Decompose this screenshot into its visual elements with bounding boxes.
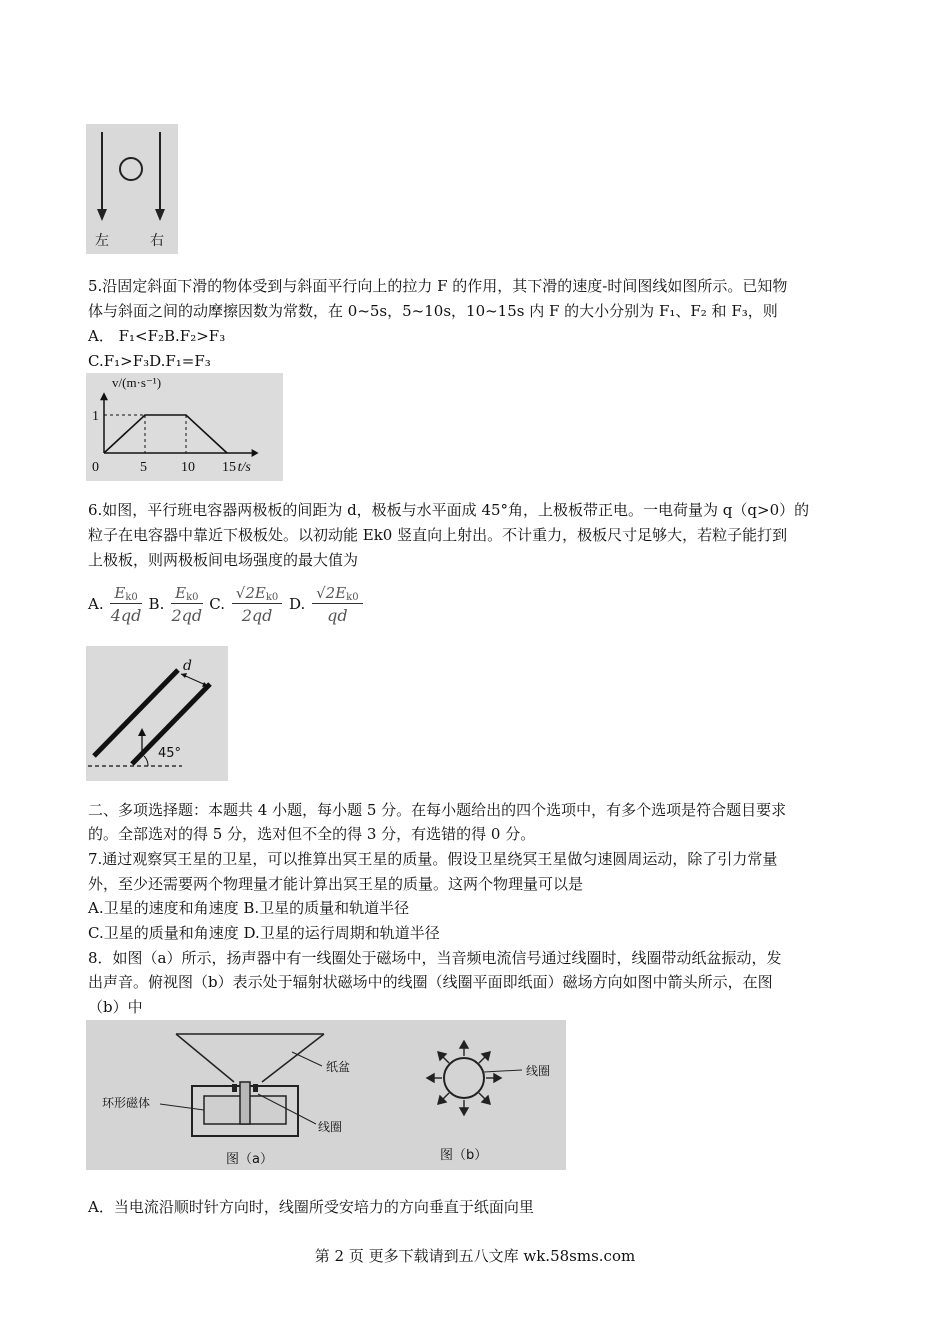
page-footer: 第 2 页 更多下载请到五八文库 wk.58sms.com (314, 1247, 636, 1265)
x-axis-arrow (252, 449, 259, 457)
q5-line1: 5.沿固定斜面下滑的物体受到与斜面平行向上的拉力 F 的作用，其下滑的速度-时间图线如图所示。已知物 (88, 277, 788, 295)
q7-options-cd: C.卫星的质量和角速度 D.卫星的运行周期和轨道半径 (88, 924, 440, 942)
label-right: 右 (150, 233, 164, 249)
x-axis-label: t/s (237, 460, 251, 475)
q6-line3: 上极板，则两极板间电场强度的最大值为 (88, 551, 359, 569)
figure-q4 (86, 124, 178, 254)
q7-line1: 7.通过观察冥王星的卫星，可以推算出冥王星的质量。假设卫星绕冥王星做匀速圆周运动，除了引力常量 (88, 850, 778, 868)
speaker-diagram (86, 1020, 566, 1170)
paper-cone-label: 纸盆 (326, 1060, 351, 1074)
caption-a: 图（a） (226, 1152, 273, 1167)
angle-label: 45° (158, 746, 182, 761)
q6-options (88, 584, 365, 625)
q6-option-c: C. $\frac{√2E_{k0}}{2qd}$ (209, 595, 289, 613)
q7-line2: 外，至少还需要两个物理量才能计算出冥王星的质量。这两个物理量可以是 (88, 875, 584, 893)
vt-chart-svg (86, 373, 283, 481)
capacitor-diagram (86, 646, 228, 781)
caption-b: 图（b） (440, 1148, 488, 1163)
q8-option-a: A．当电流沿顺时针方向时，线圈所受安培力的方向垂直于纸面向里 (88, 1198, 534, 1216)
q8-line3: （b）中 (88, 998, 143, 1016)
capacitor-figure (86, 646, 228, 781)
q6-option-a: A. $\frac{E_{k0}}{4qd}$ (88, 584, 142, 625)
q5-line2: 体与斜面之间的动摩擦因数为常数，在 0~5s，5~10s，10~15s 内 F 的大小分别为 F₁、F₂ 和 F₃，则 (88, 302, 778, 320)
q8-line1: 8．如图（a）所示，扬声器中有一线圈处于磁场中，当音频电流信号通过线圈时，线圈带动纸盆振动，发 (88, 949, 782, 967)
q6-line1: 6.如图，平行班电容器两极板的间距为 d，极板与水平面成 45°角，上极板带正电。一电荷量为 q（q>0）的 (88, 501, 810, 519)
q5-option-a-b: A． F₁<F₂B.F₂>F₃ (88, 327, 226, 345)
vt-chart (86, 373, 283, 481)
q5-option-c-d: C.F₁>F₃D.F₁=F₃ (88, 352, 211, 370)
coil-label-a: 线圈 (318, 1120, 343, 1134)
x-tick-label: 5 (140, 460, 147, 475)
x-tick-label: 15 (222, 460, 236, 475)
x-tick-label: 0 (92, 460, 99, 475)
y-axis-label: v/(m·s⁻¹) (112, 375, 162, 390)
magnet-label: 环形磁体 (102, 1096, 151, 1110)
section2-line1: 二、多项选择题：本题共 4 小题，每小题 5 分。在每小题给出的四个选项中，有多个选项是符合题目要求 (88, 801, 787, 819)
speaker-figure (86, 1020, 566, 1170)
velocity-series-line (104, 415, 227, 453)
label-left: 左 (95, 233, 109, 249)
x-tick-label: 10 (181, 460, 195, 475)
q6-option-d: D. $\frac{√2E_{k0}}{qd}$ (289, 595, 365, 613)
q6-line2: 粒子在电容器中靠近下极板处。以初动能 Ek0 竖直向上射出。不计重力，极板尺寸足够大，若粒子能打到 (88, 526, 788, 544)
coil-label-b: 线圈 (526, 1064, 551, 1078)
y-axis-arrow (100, 392, 108, 400)
section2-line2: 的。全部选对的得 5 分，选对但不全的得 3 分，有选错的得 0 分。 (88, 825, 536, 843)
q6-option-b: B. $\frac{E_{k0}}{2qd}$ (148, 584, 203, 625)
q8-line2: 出声音。俯视图（b）表示处于辐射状磁场中的线圈（线圈平面即纸面）磁场方向如图中箭头所示，在图 (88, 973, 773, 991)
q7-options-ab: A.卫星的速度和角速度 B.卫星的质量和轨道半径 (88, 899, 410, 917)
y-tick-label: 1 (92, 409, 99, 424)
gap-label-d: d (183, 658, 192, 674)
